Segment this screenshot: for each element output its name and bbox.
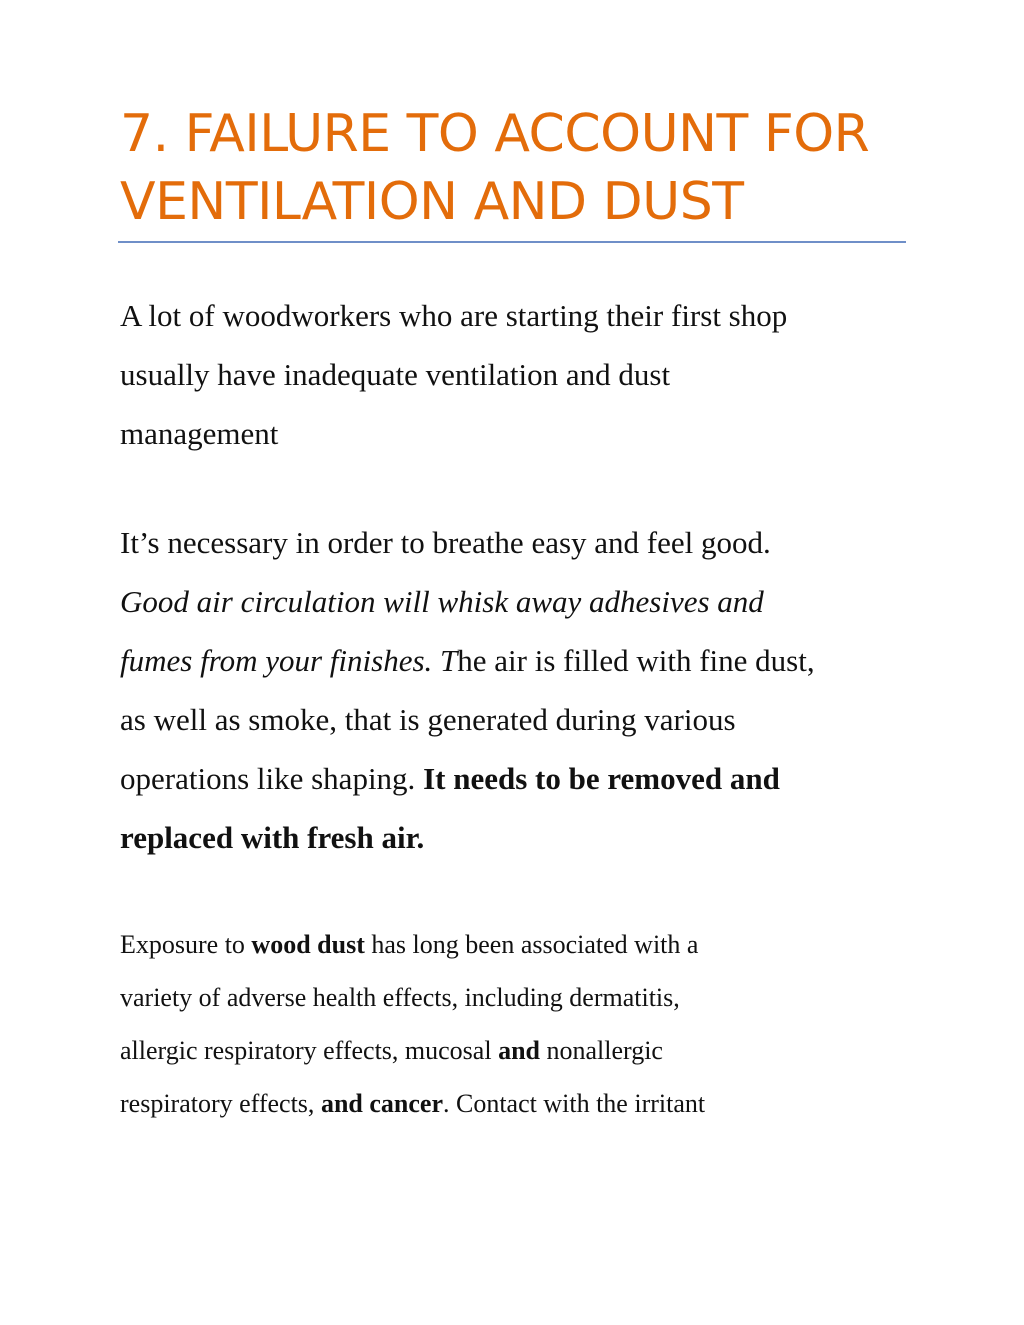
p3-line-2: variety of adverse health effects, including dermatitis, <box>120 983 680 1012</box>
p3-line-1-b: has long been associated with a <box>364 930 699 959</box>
p3-line-3-a: allergic respiratory effects, mucosal <box>120 1036 499 1065</box>
p1-line-3: management <box>120 416 279 451</box>
paragraph-health-effects <box>120 918 910 1130</box>
paragraph-ventilation <box>120 513 910 867</box>
p2-line-3-rest: he air is filled with fine dust, <box>457 643 815 678</box>
heading-underline-divider <box>118 241 906 243</box>
heading-line-1: 7. FAILURE TO ACCOUNT FOR <box>120 104 870 164</box>
p3-line-1-bold: wood dust <box>251 930 365 959</box>
p3-line-4-a: respiratory effects, <box>120 1089 321 1118</box>
p3-line-4-bold: and cancer <box>320 1089 443 1118</box>
section-heading <box>120 100 910 236</box>
p3-line-3-bold: and <box>498 1036 540 1065</box>
heading-line-2: VENTILATION AND DUST <box>120 172 744 232</box>
paragraph-intro <box>120 286 910 463</box>
p3-line-3-b: nonallergic <box>539 1036 663 1065</box>
p2-line-3-italic: fumes from your finishes. T <box>120 643 458 678</box>
p2-line-6-bold: replaced with fresh air. <box>120 820 425 855</box>
p1-line-1: A lot of woodworkers who are starting their first shop <box>120 298 788 333</box>
p2-line-1: It’s necessary in order to breathe easy and feel good. <box>120 525 771 560</box>
p1-line-2: usually have inadequate ventilation and dust <box>120 357 671 392</box>
p2-line-5-plain: operations like shaping. <box>120 761 424 796</box>
p2-line-5-bold: It needs to be removed and <box>423 761 780 796</box>
p2-line-2-italic: Good air circulation will whisk away adhesives and <box>120 584 764 619</box>
p2-line-4: as well as smoke, that is generated during various <box>120 702 736 737</box>
p3-line-1-a: Exposure to <box>120 930 252 959</box>
p3-line-4-b: . Contact with the irritant <box>442 1089 706 1118</box>
